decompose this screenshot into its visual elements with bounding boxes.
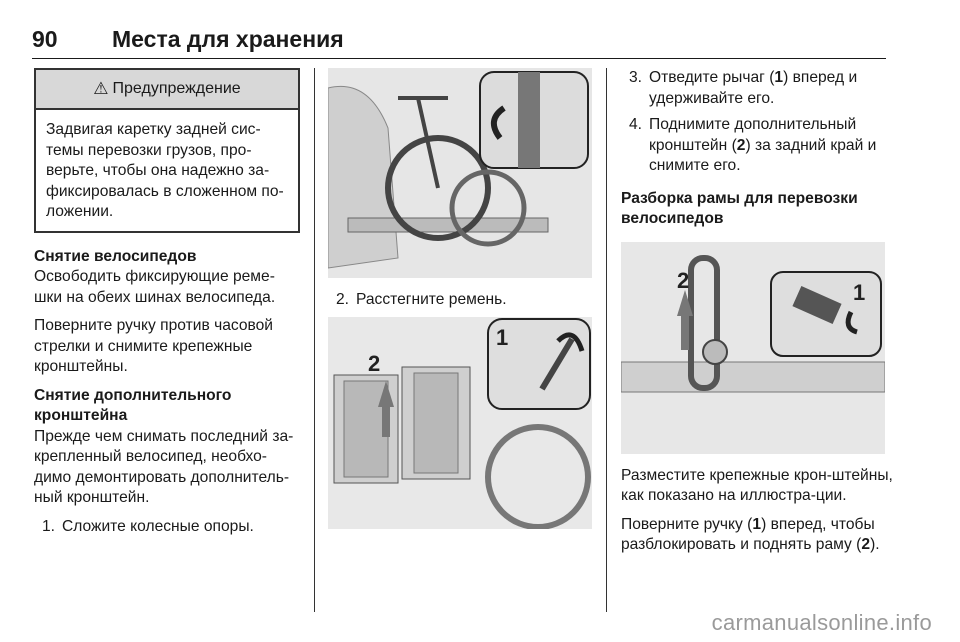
- warning-header: [36, 70, 298, 110]
- figure-strap-release: [328, 317, 592, 529]
- paragraph: Освободить фиксирующие реме-шки на обеих шинах велосипеда.: [34, 268, 276, 306]
- paragraph: Разместите крепежные крон-штейны, как показано на иллюстра-ции.: [621, 466, 893, 504]
- column-2: [328, 68, 592, 529]
- column-divider-1: [314, 68, 315, 612]
- warning-title: Предупреждение: [112, 79, 241, 97]
- page-header: [32, 22, 886, 59]
- page-number: 90: [32, 26, 58, 52]
- warning-text: Задвигая каретку задней сис-темы перевозки грузов, про-верьте, чтобы она надежно за-фиксировалась в сложенном по-ложении.: [46, 121, 284, 220]
- figure-callout-1: 1: [853, 279, 866, 305]
- column-3: [621, 68, 893, 564]
- figure-callout-1: 1: [496, 324, 509, 350]
- column-divider-2: [606, 68, 607, 612]
- paragraph: Поверните ручку (1) вперед, чтобы разблокировать и поднять раму (2).: [621, 515, 880, 553]
- section-heading-remove-bikes: Снятие велосипедов: [34, 247, 197, 265]
- warning-triangle-icon: ⚠: [93, 78, 109, 98]
- figure-frame-unlock: [621, 242, 885, 454]
- page-title: Места для хранения: [112, 26, 344, 52]
- list-item: 2. Расстегните ремень.: [336, 291, 507, 308]
- list-item: 4. Поднимите дополнительный кронштейн (2) за задний край и снимите его.: [629, 116, 877, 174]
- paragraph: Прежде чем снимать последний за-крепленный велосипед, необхо-димо демонтировать дополнитель-ный кронштейн.: [34, 427, 294, 506]
- section-heading-remove-bracket: Снятие дополнительного кронштейна: [34, 386, 232, 424]
- figure-callout-2: 2: [368, 350, 381, 376]
- strap-release-illustration: [328, 317, 592, 529]
- paragraph: Поверните ручку против часовой стрелки и снимите крепежные кронштейны.: [34, 317, 274, 375]
- list-item: 1. Сложите колесные опоры.: [42, 517, 254, 535]
- list-item: 3. Отведите рычаг (1) вперед и удерживайте его.: [629, 69, 858, 107]
- watermark: carmanualsonline.info: [711, 610, 932, 635]
- figure-bike-carrier-rear: [328, 68, 592, 278]
- section-heading-disassemble-frame: Разборка рамы для перевозки велосипедов: [621, 189, 858, 227]
- frame-unlock-illustration: [621, 242, 885, 454]
- figure-callout-2: 2: [677, 267, 690, 293]
- warning-box: [34, 68, 300, 233]
- bike-carrier-illustration: [328, 68, 592, 278]
- column-1: [34, 68, 300, 543]
